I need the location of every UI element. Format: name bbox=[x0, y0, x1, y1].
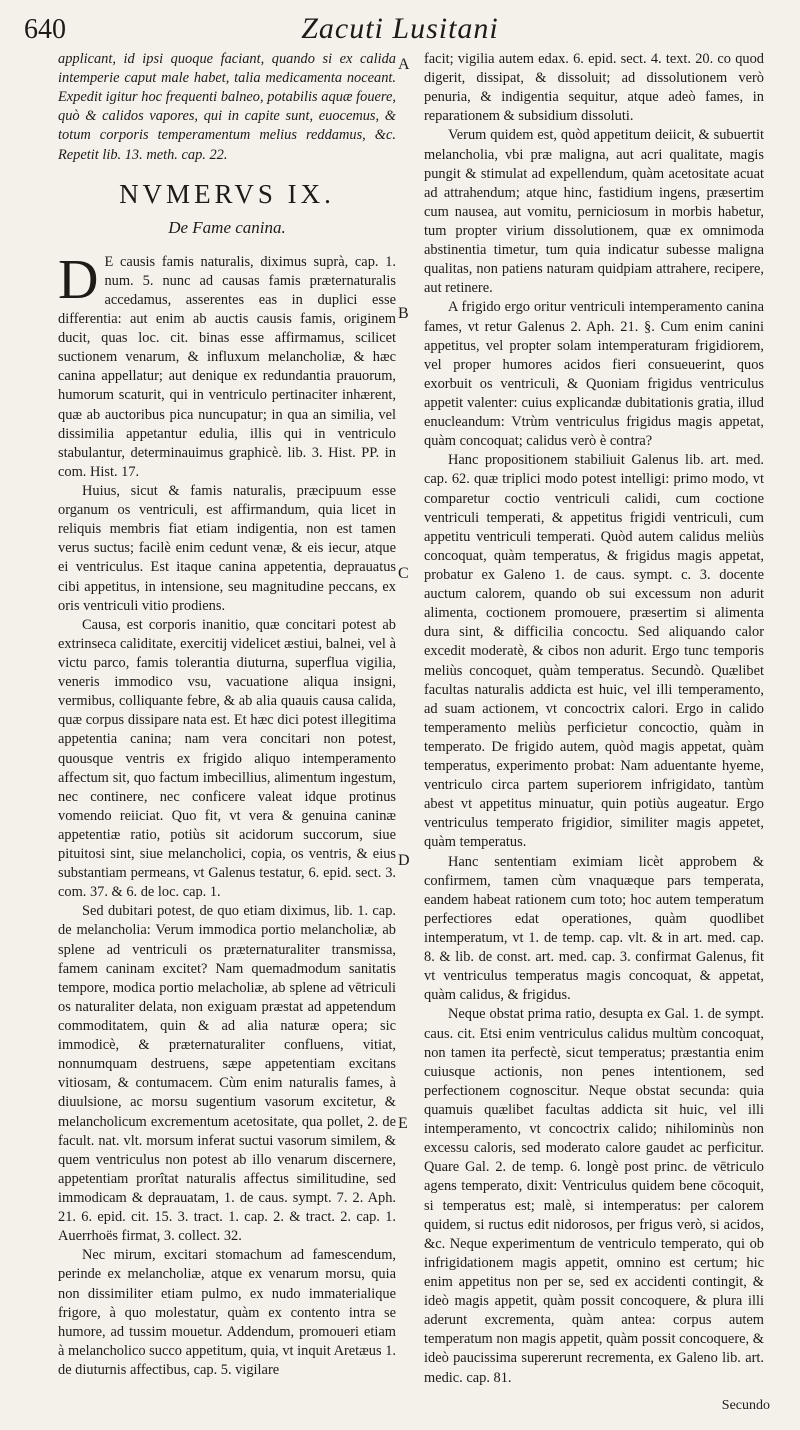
catchword: Secundo bbox=[721, 1398, 770, 1413]
margin-letter: C bbox=[398, 565, 409, 582]
margin-letter: B bbox=[398, 305, 409, 322]
margin-letter: E bbox=[398, 1115, 408, 1132]
section-heading: NVMERVS IX. bbox=[119, 178, 335, 209]
drop-cap: D bbox=[58, 248, 99, 311]
paragraph-text: E causis famis naturalis, diximus suprà, cap. 1. num. 5. nunc ad causas famis præternaturalis accedamus, asserentes eas in duplici esse differentia: aut enim ab auctis causis famis, originem ducit, quas loc. cit. binas esse affirmamus, scilicet suctionem venarum, & influxum melancholiæ, & hæc canina appellatur; aut denique ex redundantia prauorum, humorum scaturit, qui in ventriculo pertinaciter inhærent, quæ ab auctoribus pica nuncupatur; in qua an similia, vel dissimilia appetantur edulia, illis qui in ventriculo stabulantur, determinauimus graphicè. lib. 3. Hist. PP. in com. Hist. 17. bbox=[58, 253, 396, 480]
paragraph: Hanc propositionem stabiliuit Galenus lib. art. med. cap. 62. quæ triplici modo potest intelligi: primo modo, vt comparetur coctio ventriculi calidi, cum coctione ventriculi temperati, & appetitus frigidi ventriculi, cum appetitu ventriculi temperati. Quòd autem calidus meliùs concoquat, quàm temperatus, & frigidus magis appetat, probatur ex Galeno 1. de caus. sympt. c. 3. docente auctum calorem, quando ob sui excessum non adurit alimenta, coctionem promouere, præsertim si alimenta dura sint, & difficilia concoctu. Sed aliquando calor excedit moderatè, & cibos non adurit. Ergo tunc temporis meliùs concoquet, quàm temperatus. Secundò. Quælibet facultas naturalis addicta est huic, vel illi temperamento, ad suam actionem, vt concoctrix calori. Ergo in calido temperamento meliùs perficietur concoctio, quàm in temperato. De frigido autem, quòd magis appetat, quàm temperatus, experimento probat: Nam aduentante hyeme, ventriculo circa partem superiorem infrigidato, tantùm abest vt appetitus minuatur, quin potiùs augeatur. Ergo ventriculus temperato frigidior, similiter magis appetet, quàm temperatus. bbox=[424, 452, 764, 851]
page-header bbox=[20, 8, 780, 48]
left-column bbox=[58, 50, 396, 1380]
paragraph: Causa, est corporis inanitio, quæ concitari potest ab extrinseca caliditate, exercitij videlicet æstiui, balnei, vel à victu parco, famis tolerantia diuturna, superflua vigilia, veneris immodico vsu, vacuatione aliqua insigni, vermibus, colliquante febre, & ab alia quauis causa calida, quæ corpus dissipare nata est. Et hæc dici potest illegitima appetentia canina; nam vera concitari non potest, quousque ventris ex frigido aliquo intemperamento affectum sit, quo factum imbecillius, alimentum ingestum, nec continere, nec conficere valeat idque protinus vomendo reiiciat. Quo fit, vt vera & genuina caninæ appetentiæ ratio, potiùs sit acidorum succorum, siue pituitosi sint, siue melancholici, copia, os ventris, & eius substantiam permeans, vt Galenus testatur, 6. epid. sect. 3. com. 37. & 6. de loc. cap. 1. bbox=[58, 616, 396, 901]
paragraph: A frigido ergo oritur ventriculi intemperamento canina fames, vt retur Galenus 2. Aph. 21. §. Cum enim canini appetitus, vel propter solam intemperaturam frigidiorem, vel proper humores acidos fieri consueuerint, quos exorbuit os ventriculi, & Quoniam frigidus ventriculus appetit valenter: cuius explicandæ dubitationis gratia, illud enucleandum: Vtrùm ventriculus frigidus magis appetat, quàm concoquat; calidus verò è contra? bbox=[424, 299, 764, 450]
paragraph: facit; vigilia autem edax. 6. epid. sect. 4. text. 20. co quod digerit, dissipat, & dissoluit; ad dissolutionem verò penuria, & indigentia sequitur, atque adeò fames, in reparationem & subsidium dissoluti. bbox=[424, 51, 764, 125]
margin-letter: A bbox=[398, 56, 410, 73]
right-column bbox=[424, 50, 764, 1388]
running-head: Zacuti Lusitani bbox=[301, 12, 499, 45]
margin-letter: D bbox=[398, 852, 410, 869]
paragraph: Sed dubitari potest, de quo etiam diximus, lib. 1. cap. de melancholia: Verum immodica portio melancholiæ, ab splene ad ventriculi os præternaturaliter transmissa, famem caninam excitet? Nam quemadmodum sanitatis tempore, modica portio melacholiæ, ab splene ad vētriculi os naturaliter delata, non exiguam præstat ad appetendum commoditatem, quin & ad alia naturæ opera; sic immodicè, & præternaturaliter confluens, vitiat, nonnumquam destruens, sæpe appetentiam excitans vitiosam, & contumacem. Cùm enim naturalis fames, à diuulsione, ac morsu sugentium vasorum excitetur, & melancholicum excrementum acetositate, qua pollet, 2. de facult. nat. vlt. morsum inferat suctui vasorum similem, & quem ventriculus non potest ab illo venarum discernere, appetentiam prorîtat naturalis affectus similitudine, sed immodicam & deprauatam, 1. de caus. sympt. 7. 2. Aph. 21. 6. epid. cit. 15. 3. tract. 1. cap. 2. & tract. 2. cap. 1. Auerrhoës firmat, 3. collect. 32. bbox=[58, 903, 396, 1245]
paragraph: Neque obstat prima ratio, desupta ex Gal. 1. de sympt. caus. cit. Etsi enim ventriculus calidus multùm concoquat, non tamen ita perfectè, sicut temperatus; præstantia enim cuiusque actionis, non penes intentionem, sed perfectionem cognoscitur. Neque obstat secunda: quia quamuis quælibet facultas addicta sit huic, vel illi intemperamento, vt concoctrix calido; nihilominùs non excessu caloris, sed moderato calore gaudet ac perficitur. Quare Gal. 2. de temp. 6. longè post princ. de vētriculo agens temperato, dixit: Ventriculus quidem bene cōcoquit, si temperatus est; malè, si intemperatus: per calorem quidem, si ructus edit nidorosos, per frigus verò, si acidos, &c. Neque experimentum de ventriculo temperato, qui ob infrigidationem magis appetit, omnino est certum; hic enim appetitus non per se, sed ex accidenti contingit, & ideò magis appetit, quàm possit concoquere, & plura illi aderunt excrementa, quàm antea: corpus autem temperatum non magis appetit, quàm possit concoquere, & ideò paucissima supererunt recrementa, ex Galeno lib. art. medic. cap. 81. bbox=[424, 1006, 764, 1386]
section-subheading: De Fame canina. bbox=[168, 217, 286, 237]
intro-paragraph: applicant, id ipsi quoque faciant, quando si ex calida intemperie caput male habet, talia medicamenta noceant. Expedit igitur hoc frequenti balneo, potabilis aquæ fouere, quò & calidos vapores, qui in capite sunt, euocemus, & totum corporis temperamentum melius reddamus, &c. Repetit lib. 13. meth. cap. 22. bbox=[58, 51, 396, 163]
paragraph: Verum quidem est, quòd appetitum deiicit, & subuertit melancholia, vbi præ maligna, aut acri qualitate, magis pungit & stimulat ad expellendum, quàm acetositate acuat ad attrahendum; atque hinc, fastidium ingens, præsertim cum nausea, aut vomitu, perniciosum in morbis habetur, tum propter virium dissolutionem, quæ ex omnimoda abstinentia timetur, tum quia indicatur subesse maligna qualitas, non patiens naturam quidpiam attrahere, recipere, aut retinere. bbox=[424, 127, 764, 297]
paragraph: Hanc sententiam eximiam licèt approbem & confirmem, tamen cùm vnaquæque pars temperata, eandem habeat rationem cum toto; hoc autem temperatum perfectiores edat operationes, quàm quodlibet intemperatum, vt 1. de temp. cap. vlt. & in art. med. cap. 8. & lib. de const. art. med. cap. 3. confirmat Galenus, fit vt ventriculus temperatus magis concoquat, & appetat, quàm calidus, & frigidus. bbox=[424, 853, 764, 1004]
paragraph bbox=[58, 248, 396, 482]
paragraph: Huius, sicut & famis naturalis, præcipuum esse organum os ventriculi, est affirmandum, quia licet in reliquis membris fiat etiam indigentia, non est tamen verus suctus; facilè enim cedunt venæ, & eis iecur, atque ei ventriculus. Est itaque canina appetentia, deprauatus cibi appetitus, in intensione, seu magnitudine peccans, ex oris ventriculi vitio prodiens. bbox=[58, 482, 396, 614]
page-number: 640 bbox=[24, 14, 66, 45]
paragraph: Nec mirum, excitari stomachum ad famescendum, perinde ex melancholiæ, atque ex venarum morsu, quia non dissimiliter etiam pulmo, ex nudo immaterialique frigore, à quo molestatur, quàm ex contento intra se humore, ad tussim mouetur. Addendum, promoueri etiam à melancholico succo appetitum, quia, vt inquit Aretæus 1. de diuturnis affectibus, cap. 5. vigilare bbox=[58, 1247, 396, 1378]
